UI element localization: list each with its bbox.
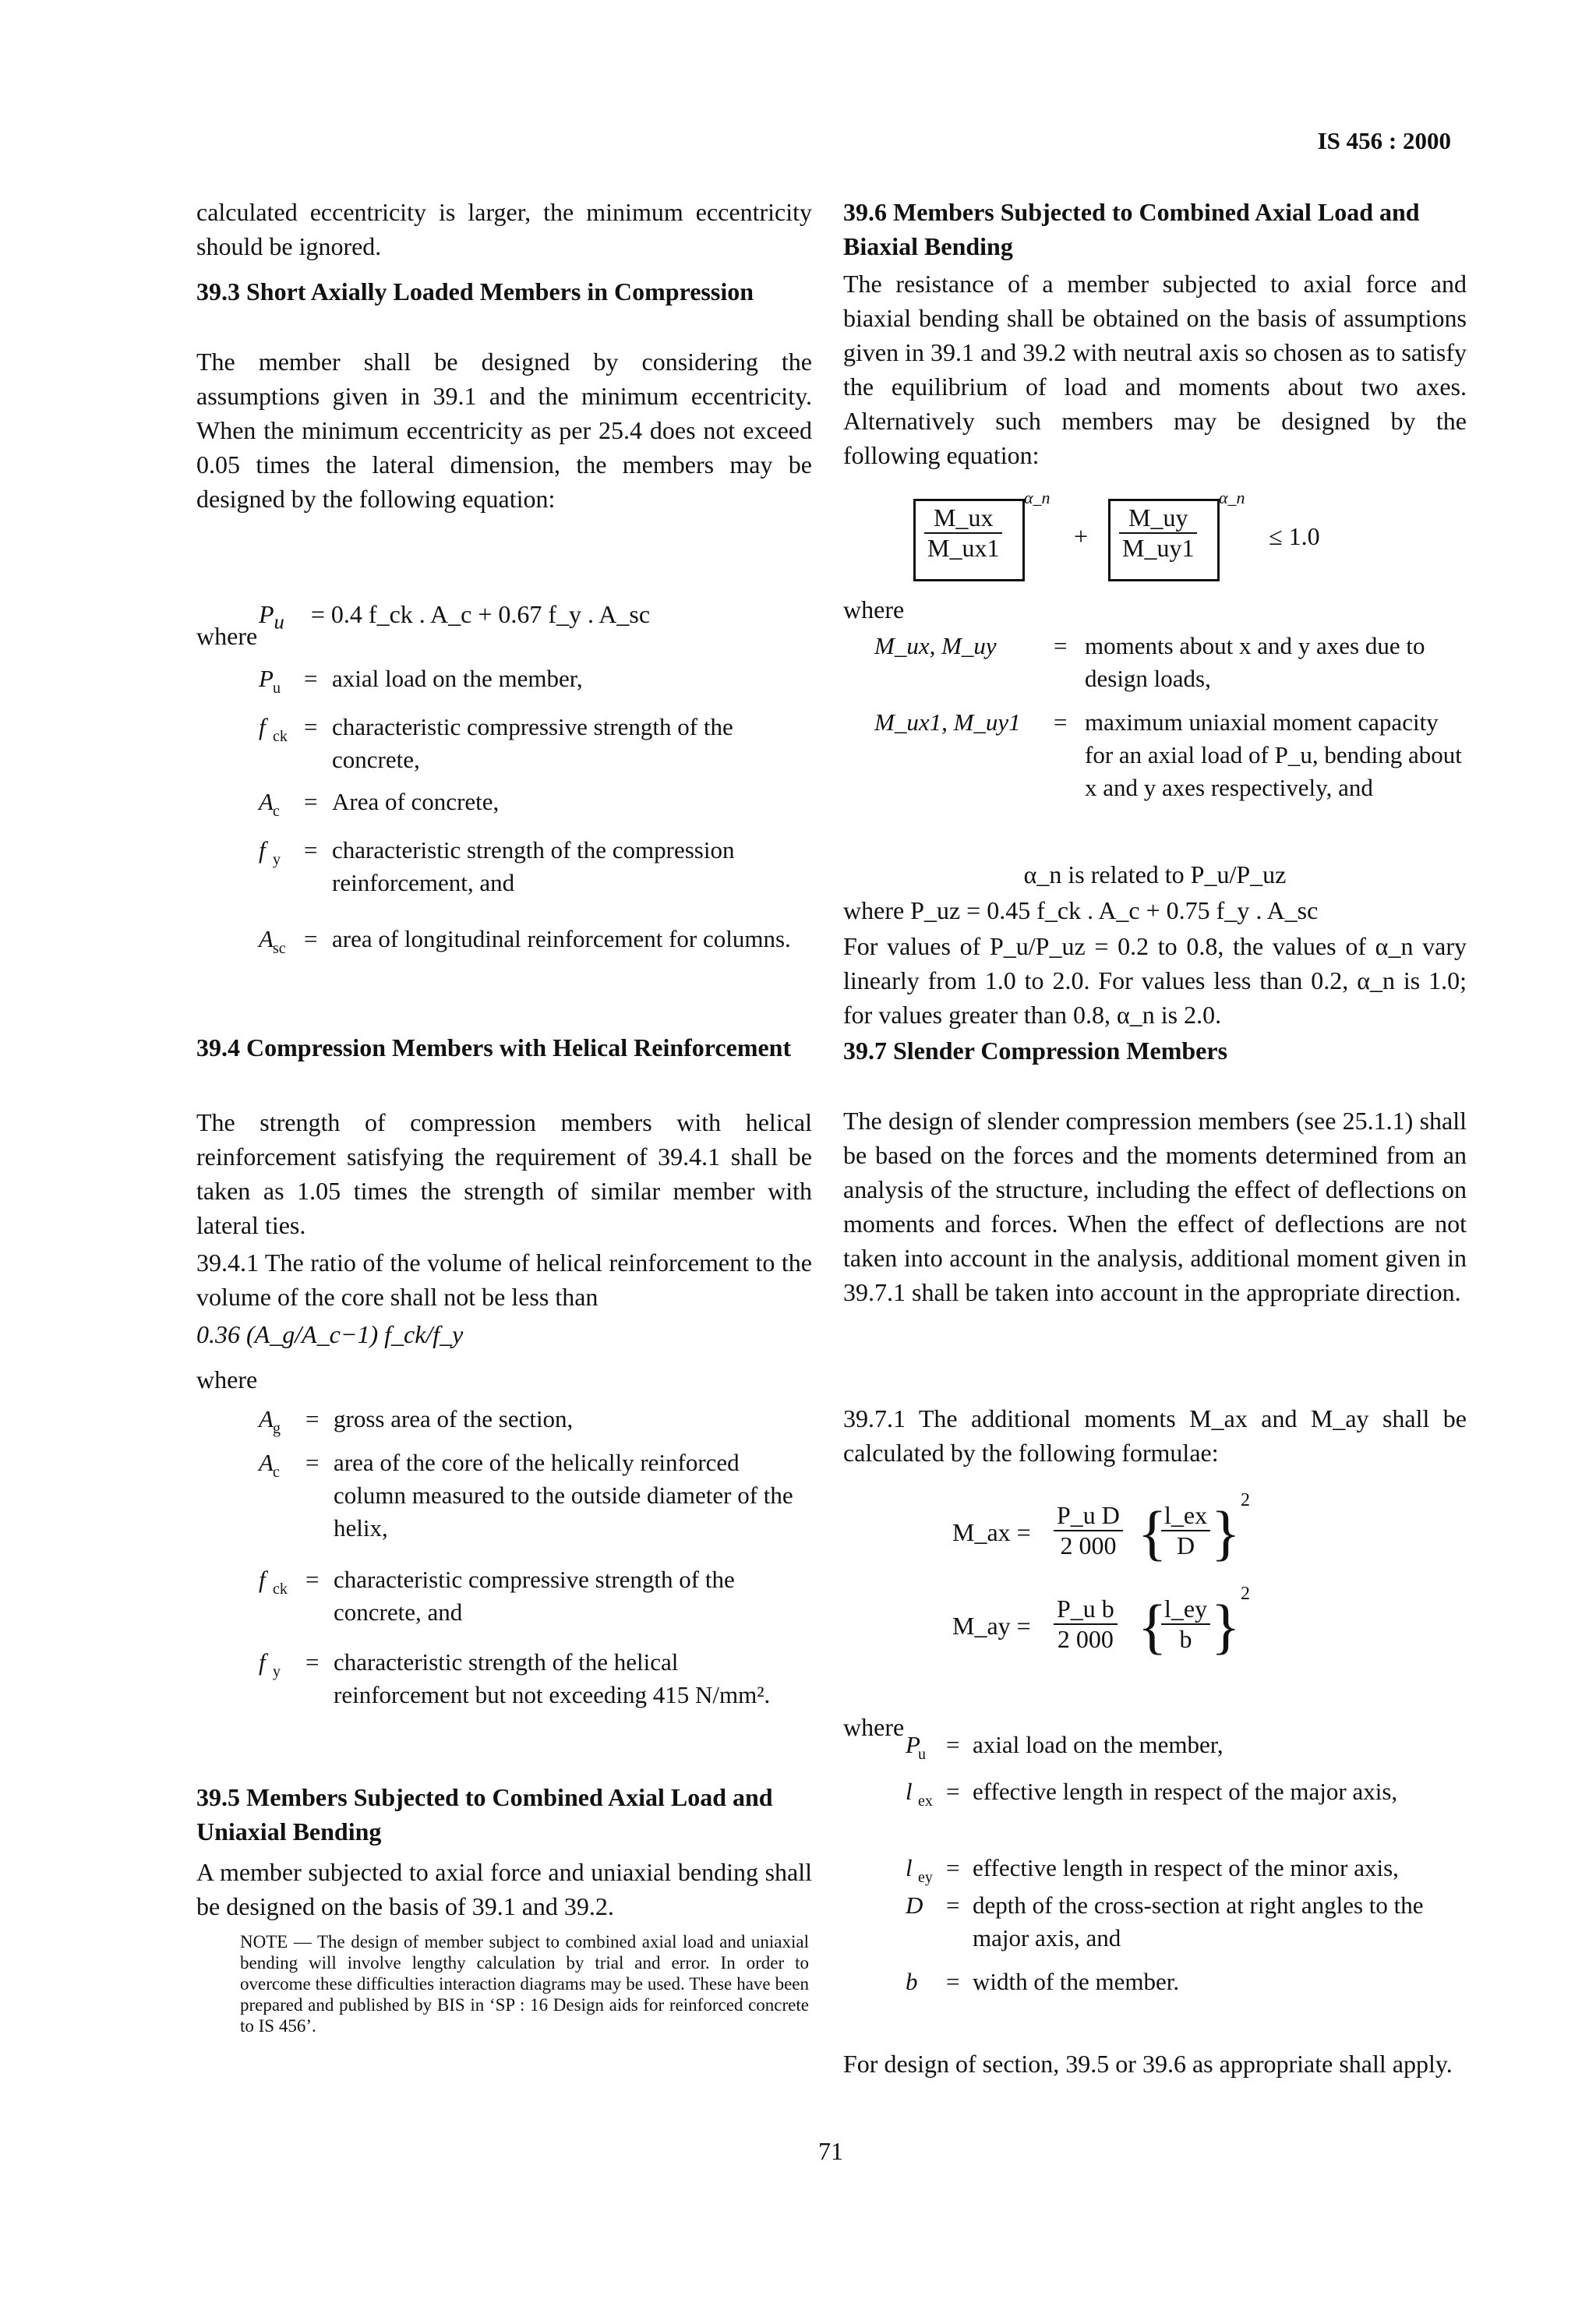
where-label-1: where (196, 622, 258, 650)
definition-text: Area of concrete, (332, 788, 500, 815)
definition-symbol: A (259, 1405, 274, 1432)
definition-equals: = (304, 836, 318, 864)
definition-symbol-sub: ex (918, 1793, 933, 1810)
section-39-4-text: The strength of compression members with helical reinforcement satisfying the requirement of 39.4.1 shall be taken as 1.05 times the strength of similar member with lateral ties. (196, 1108, 812, 1239)
definition-equals: = (305, 1449, 320, 1476)
closing-text: For design of section, 39.5 or 39.6 as appropriate shall apply. (843, 2050, 1453, 2078)
definition-equals: = (946, 1854, 960, 1881)
definition-equals: = (946, 1731, 960, 1758)
definition-text: moments about x and y axes due to design loads, (1085, 632, 1425, 692)
definition-symbol: P (906, 1731, 920, 1758)
definition-equals: = (946, 1891, 960, 1919)
exponent-2: α_n (1219, 488, 1245, 507)
where-label-2: where (196, 1365, 258, 1393)
may-brace-den: b (1179, 1625, 1192, 1653)
fraction-mux-num: M_ux (924, 503, 1002, 534)
fraction-mux (924, 503, 1002, 563)
section-39-4-1-text: 39.4.1 The ratio of the volume of helical reinforcement to the volume of the core shall not be less than (196, 1249, 812, 1311)
may-brace-close: } (1211, 1592, 1241, 1660)
definition-text: area of the core of the helically reinforced column measured to the outside diameter of the helix, (334, 1449, 793, 1542)
section-39-4-1-equation: 0.36 (A_g/A_c−1) f_ck/f_y (196, 1320, 464, 1348)
max-exponent: 2 (1241, 1490, 1250, 1510)
fraction-mux-den: M_ux1 (927, 534, 1000, 562)
definition-symbol-sub: c (273, 1464, 280, 1481)
bracket-right-2 (1208, 499, 1220, 581)
max-brace-close: } (1211, 1499, 1241, 1566)
definition-equals: = (305, 1566, 320, 1593)
section-39-5-note: NOTE — The design of member subject to combined axial load and uniaxial bending will involve lengthy calculation by trial and error. In order to overcome these difficulties interaction diagrams may be used. These have been prepared and published by BIS in ‘SP : 16 Design aids for reinforced concrete to IS 456’. (240, 1932, 809, 2036)
puz-definition: where P_uz = 0.45 f_ck . A_c + 0.75 f_y . A_sc (843, 896, 1319, 924)
definition-symbol: f (259, 1566, 266, 1593)
eq-lhs-sub: u (274, 609, 284, 634)
definition-equals: = (946, 1968, 960, 1995)
definition-text: width of the member. (973, 1968, 1180, 1995)
section-39-7-title: 39.7 Slender Compression Members (843, 1037, 1228, 1065)
definition-symbol: l (906, 1778, 913, 1805)
section-39-7-text: The design of slender compression members (see 25.1.1) shall be based on the forces and the moments determined from an analysis of the structure, including the effect of deflections on moments and forces. When the effect of deflections are not taken into account in the analysis, additional moment given in 39.7.1 shall be taken into account in the appropriate direction. (843, 1107, 1467, 1306)
fraction-muy-num: M_uy (1119, 503, 1197, 534)
definition-text: gross area of the section, (334, 1405, 574, 1432)
where-label-3: where (843, 595, 905, 623)
definition-equals: = (1054, 632, 1068, 659)
definition-equals: = (305, 1405, 320, 1432)
definition-symbol-sub: sc (273, 940, 286, 957)
section-39-4-title: 39.4 Compression Members with Helical Reinforcement (196, 1033, 792, 1061)
section-39-6-text: The resistance of a member subjected to axial force and biaxial bending shall be obtained on the basis of assumptions given in 39.1 and 39.2 with neutral axis so chosen as to satisfy the equilibrium of load and moments about two axes. Alternatively such members may be designed by the following equation: (843, 270, 1467, 469)
definition-equals: = (304, 713, 318, 740)
max-brace-num: l_ex (1161, 1501, 1210, 1531)
definition-text: effective length in respect of the major axis, (973, 1778, 1398, 1805)
eq-lhs: P (259, 600, 274, 628)
may-brace-fraction (1161, 1595, 1210, 1654)
definition-symbol-sub: c (273, 803, 280, 820)
exponent-1: α_n (1024, 488, 1050, 507)
may-fraction-num: P_u b (1054, 1595, 1118, 1625)
definition-symbol-sub: ck (273, 1581, 288, 1598)
intro-text: calculated eccentricity is larger, the minimum eccentricity should be ignored. (196, 198, 812, 260)
definition-symbol: b (906, 1968, 918, 1995)
definition-symbol: M_ux1, M_uy1 (874, 708, 1021, 736)
max-brace-fraction (1161, 1501, 1210, 1560)
bracket-right-1 (1013, 499, 1025, 581)
section-39-5-text: A member subjected to axial force and uniaxial bending shall be designed on the basis of 39.1 and 39.2. (196, 1858, 812, 1920)
definition-text: depth of the cross-section at right angles to the major axis, and (973, 1891, 1424, 1951)
definition-symbol: A (259, 925, 274, 952)
may-brace-num: l_ey (1161, 1595, 1210, 1625)
may-formula (952, 1584, 1264, 1668)
may-fraction (1054, 1595, 1118, 1654)
definition-symbol-sub: u (918, 1746, 926, 1763)
definition-equals: = (1054, 708, 1068, 736)
page-header: IS 456 : 2000 (1317, 127, 1451, 154)
section-39-3-text: The member shall be designed by considering the assumptions given in 39.1 and the minimum eccentricity. When the minimum eccentricity as per 25.4 does not exceed 0.05 times the lateral dimension, the members may be designed by the following equation: (196, 348, 812, 513)
definition-equals: = (304, 665, 318, 692)
max-fraction-den: 2 000 (1060, 1531, 1117, 1559)
definition-equals: = (304, 788, 318, 815)
definition-symbol: l (906, 1854, 913, 1881)
may-fraction-den: 2 000 (1057, 1625, 1114, 1653)
alpha-values-text: For values of P_u/P_uz = 0.2 to 0.8, the values of α_n vary linearly from 1.0 to 2.0. For values less than 0.2, α_n is 1.0; for values greater than 0.8, α_n is 2.0. (843, 932, 1467, 1029)
definition-text: axial load on the member, (332, 665, 583, 692)
section-39-6-title: 39.6 Members Subjected to Combined Axial Load and Biaxial Bending (843, 198, 1420, 260)
max-brace-open: { (1138, 1499, 1167, 1566)
page-number: 71 (818, 2137, 843, 2165)
definition-symbol: f (259, 836, 266, 864)
definition-text: effective length in respect of the minor axis, (973, 1854, 1399, 1881)
definition-symbol: f (259, 713, 266, 740)
definition-text: maximum uniaxial moment capacity for an axial load of P_u, bending about x and y axes respectively, and (1085, 708, 1462, 801)
eq-rhs: = 0.4 f_ck . A_c + 0.67 f_y . A_sc (310, 600, 651, 628)
section-39-5-title: 39.5 Members Subjected to Combined Axial Load and Uniaxial Bending (196, 1783, 773, 1846)
definition-text: area of longitudinal reinforcement for columns. (332, 925, 791, 952)
definition-symbol: M_ux, M_uy (874, 632, 997, 659)
definition-symbol: P (259, 665, 274, 692)
definition-symbol-sub: g (273, 1420, 281, 1437)
definition-symbol: A (259, 1449, 274, 1476)
alpha-relation: α_n is related to P_u/P_uz (1023, 860, 1287, 888)
definition-symbol-sub: ey (918, 1869, 933, 1886)
may-brace-open: { (1138, 1592, 1167, 1660)
max-lhs: M_ax = (952, 1518, 1031, 1546)
definition-equals: = (946, 1778, 960, 1805)
definition-symbol: A (259, 788, 274, 815)
definition-symbol-sub: y (273, 1663, 281, 1680)
may-lhs: M_ay = (952, 1612, 1031, 1640)
definition-text: characteristic strength of the compression reinforcement, and (332, 836, 735, 896)
inequality-rhs: ≤ 1.0 (1269, 522, 1320, 550)
definition-symbol-sub: y (273, 851, 281, 868)
plus-sign: + (1074, 522, 1089, 550)
definition-symbol: D (906, 1891, 923, 1919)
section-39-7-1-text: 39.7.1 The additional moments M_ax and M_ay shall be calculated by the following formulae: (843, 1404, 1467, 1467)
max-formula (952, 1490, 1264, 1574)
definition-text: characteristic strength of the helical reinforcement but not exceeding 415 N/mm². (334, 1648, 771, 1708)
may-exponent: 2 (1241, 1584, 1250, 1604)
definition-symbol-sub: ck (273, 728, 288, 745)
definition-equals: = (305, 1648, 320, 1676)
biaxial-equation (913, 488, 1396, 585)
definition-text: axial load on the member, (973, 1731, 1223, 1758)
max-fraction (1054, 1501, 1123, 1560)
max-brace-den: D (1176, 1531, 1195, 1559)
where-label-4: where (843, 1713, 905, 1741)
definition-symbol: f (259, 1648, 266, 1676)
definition-text: characteristic compressive strength of the concrete, (332, 713, 733, 773)
fraction-muy-den: M_uy1 (1122, 534, 1195, 562)
max-fraction-num: P_u D (1054, 1501, 1123, 1531)
definition-text: characteristic compressive strength of the concrete, and (334, 1566, 735, 1626)
definition-symbol-sub: u (273, 680, 281, 697)
section-39-3-title: 39.3 Short Axially Loaded Members in Compression (196, 277, 754, 306)
fraction-muy (1119, 503, 1197, 563)
definition-equals: = (304, 925, 318, 952)
